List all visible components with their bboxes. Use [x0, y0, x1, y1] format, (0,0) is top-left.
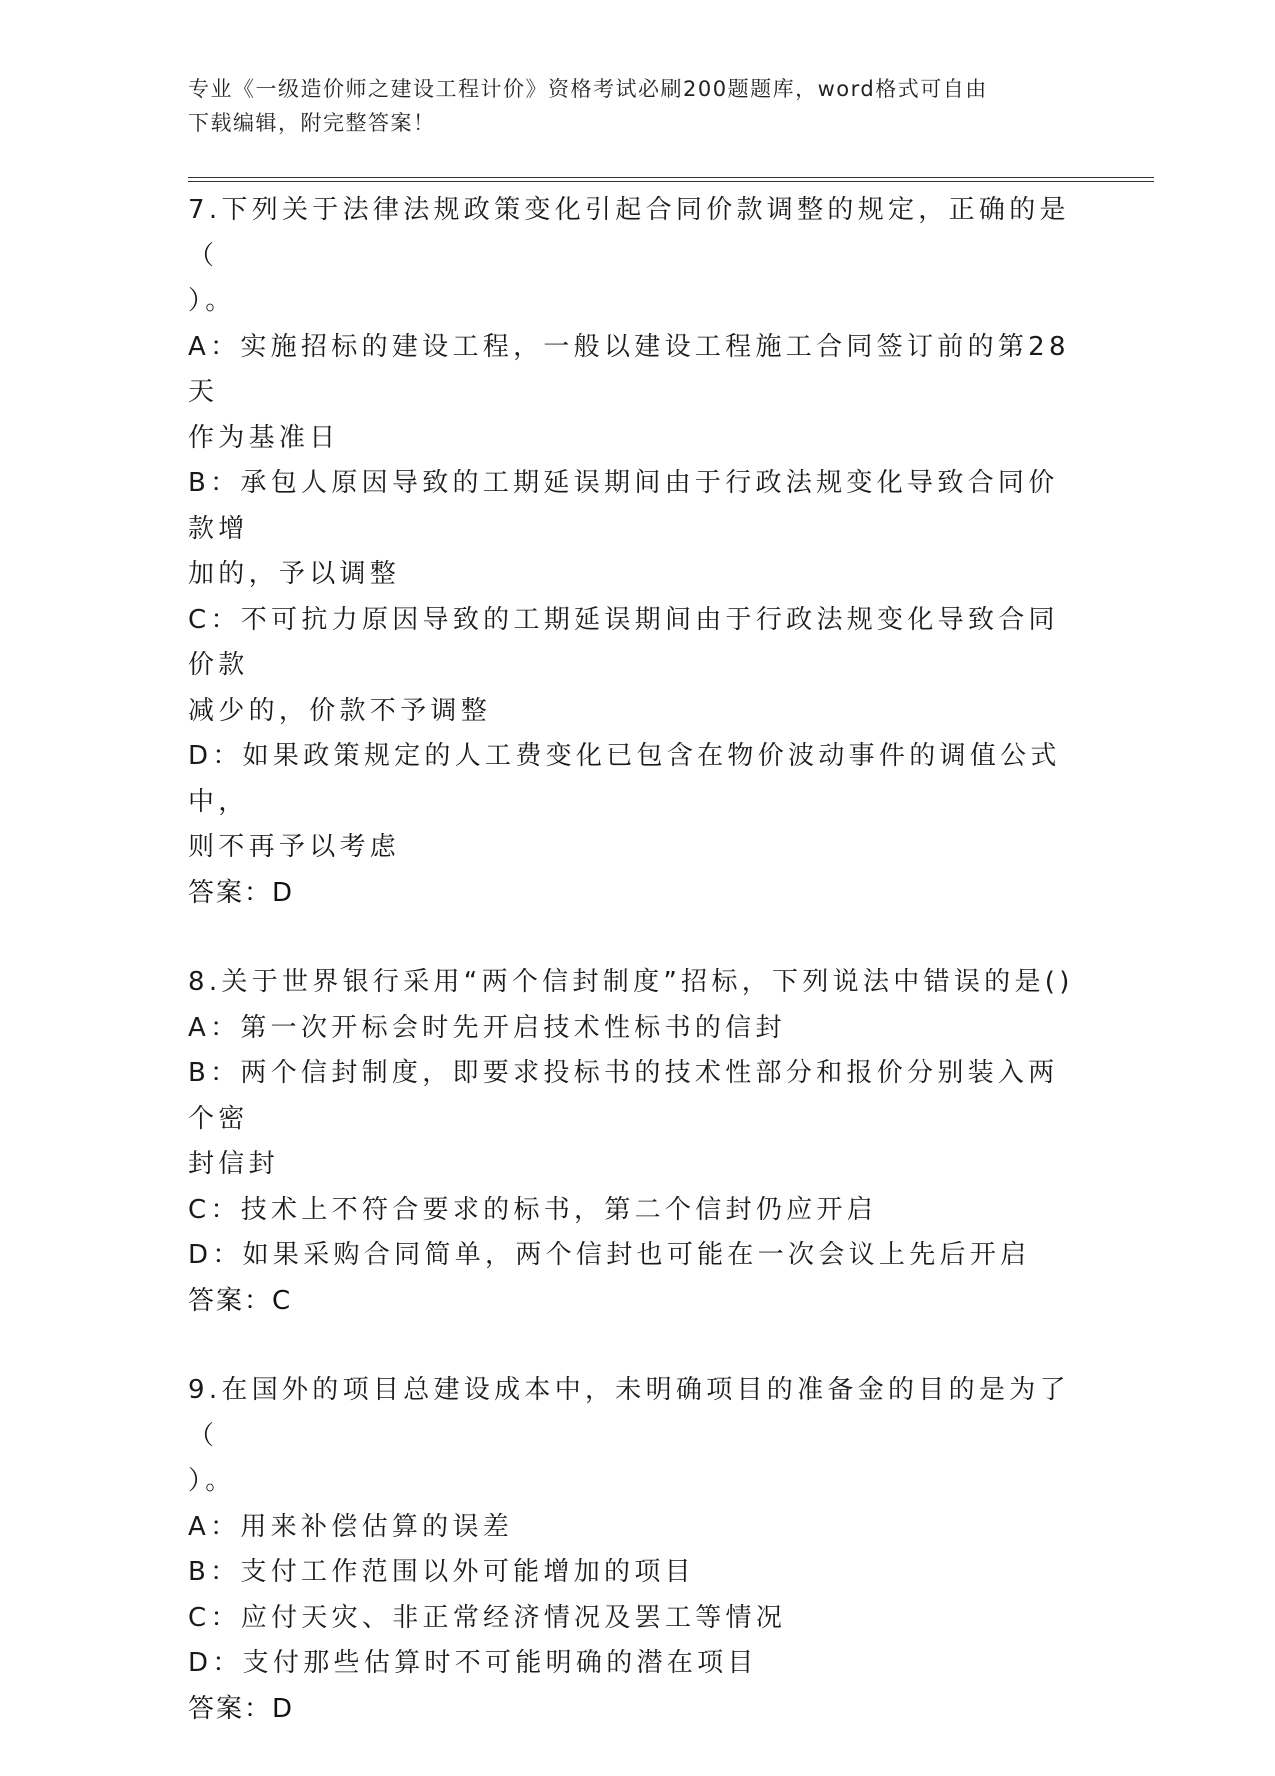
question-stem-cont: ）。 [188, 286, 236, 316]
option-a-cont: 作为基准日 [188, 422, 340, 453]
option-c-cont: 减少的，价款不予调整 [188, 695, 492, 726]
option-b-cont: 封信封 [188, 1149, 279, 1179]
answer: 答案：D [188, 1693, 295, 1724]
header-divider-top [188, 177, 1154, 178]
option-a: A：实施招标的建设工程，一般以建设工程施工合同签订前的第28天 [188, 331, 1070, 407]
document-header-note [188, 72, 1068, 140]
question-stem: 7.下列关于法律法规政策变化引起合同价款调整的规定，正确的是（ [188, 195, 1070, 271]
header-line-2: 下载编辑，附完整答案！ [188, 111, 436, 135]
question-list [188, 188, 1088, 1776]
question-8 [188, 960, 1088, 1324]
option-c: C：技术上不符合要求的标书，第二个信封仍应开启 [188, 1194, 878, 1225]
header-divider-bottom [188, 181, 1154, 182]
question-stem: 8.关于世界银行采用“两个信封制度”招标，下列说法中错误的是() [188, 967, 1074, 997]
option-d: D：支付那些估算时不可能明确的潜在项目 [188, 1648, 758, 1678]
header-line-1: 专业《一级造价师之建设工程计价》资格考试必刷200题题库，word格式可自由 [188, 77, 988, 101]
question-7 [188, 188, 1088, 916]
answer: 答案：C [188, 1285, 293, 1316]
option-a: A：第一次开标会时先开启技术性标书的信封 [188, 1012, 786, 1043]
option-d: D：如果采购合同简单，两个信封也可能在一次会议上先后开启 [188, 1240, 1031, 1270]
option-d: D：如果政策规定的人工费变化已包含在物价波动事件的调值公式中， [188, 741, 1061, 817]
option-b: B：承包人原因导致的工期延误期间由于行政法规变化导致合同价款增 [188, 468, 1059, 544]
option-c: C：应付天灾、非正常经济情况及罢工等情况 [188, 1602, 787, 1633]
question-stem: 9.在国外的项目总建设成本中，未明确项目的准备金的目的是为了（ [188, 1375, 1070, 1451]
option-b: B：支付工作范围以外可能增加的项目 [188, 1557, 695, 1587]
option-a: A：用来补偿估算的误差 [188, 1511, 514, 1542]
question-9 [188, 1368, 1088, 1732]
option-c: C：不可抗力原因导致的工期延误期间由于行政法规变化导致合同价款 [188, 604, 1059, 680]
option-b: B：两个信封制度，即要求投标书的技术性部分和报价分别装入两个密 [188, 1058, 1059, 1134]
question-stem-cont: ）。 [188, 1466, 236, 1496]
option-b-cont: 加的，予以调整 [188, 559, 401, 589]
option-d-cont: 则不再予以考虑 [188, 832, 401, 862]
answer: 答案：D [188, 877, 295, 908]
